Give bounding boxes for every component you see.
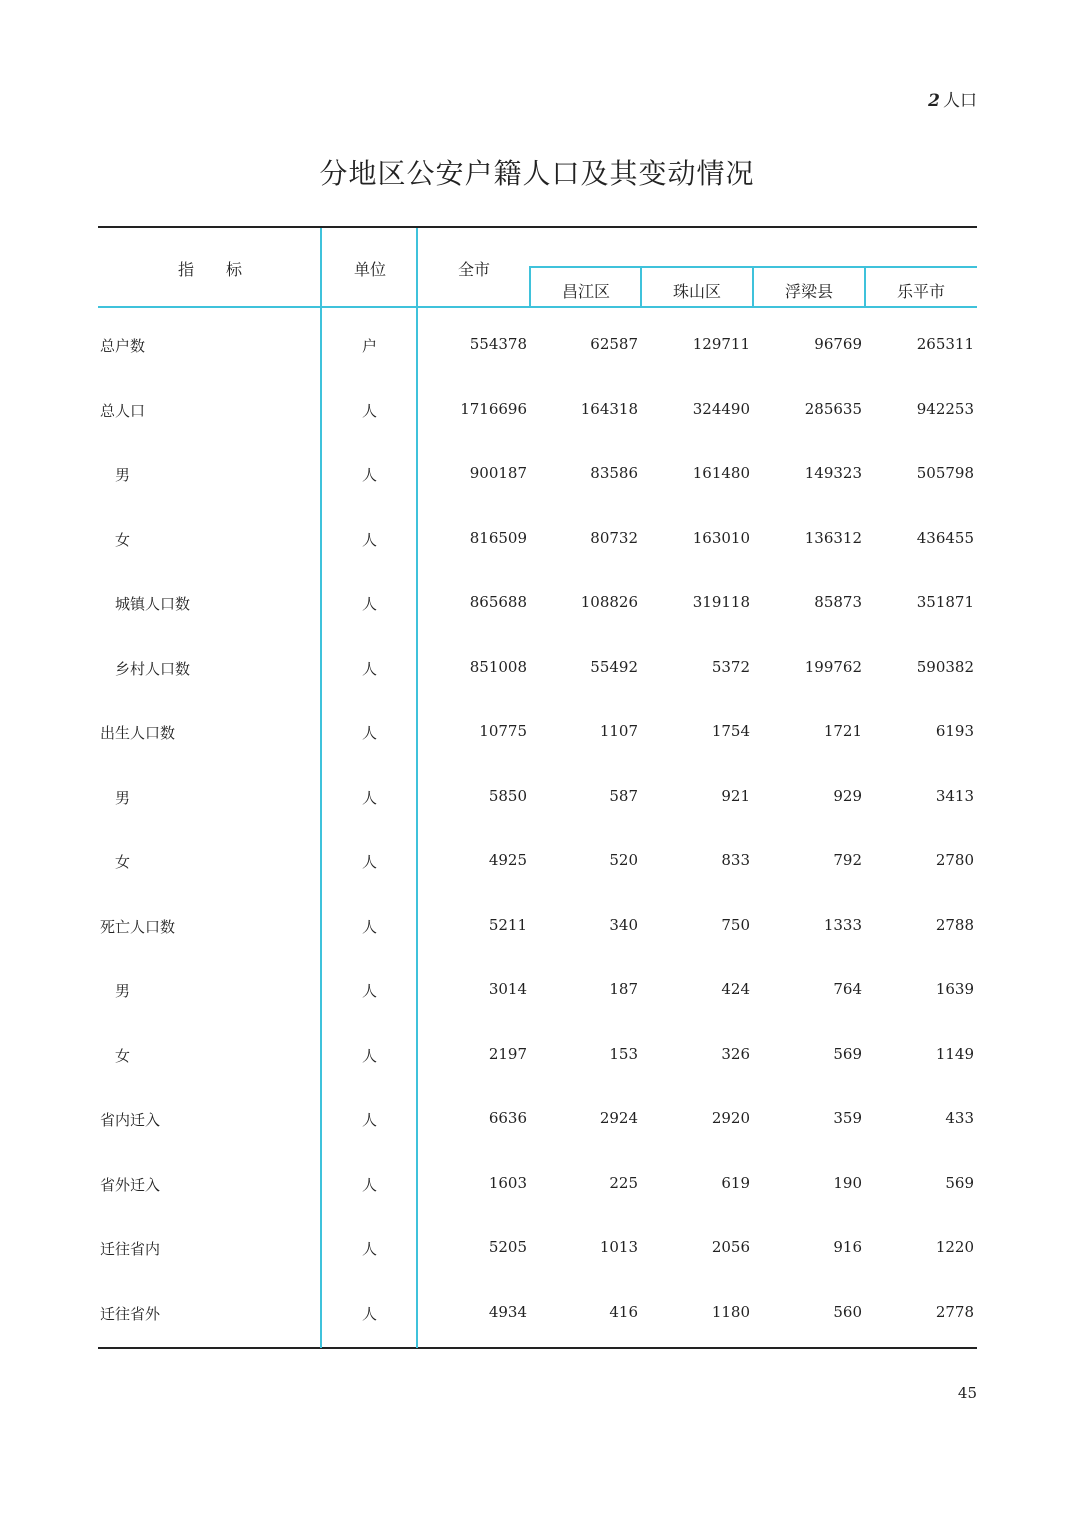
row-value: 560: [833, 1303, 862, 1321]
row-value: 2780: [935, 851, 974, 869]
row-value: 108826: [580, 593, 638, 611]
header-district-leping: 乐平市: [897, 282, 946, 301]
district-divider: [864, 266, 866, 307]
divider-indicator-unit: [320, 228, 322, 1348]
row-value: 416: [609, 1303, 638, 1321]
row-value: 520: [609, 851, 638, 869]
row-value: 587: [609, 787, 638, 805]
row-value: 1180: [711, 1303, 750, 1321]
header-indicator: 指 标: [178, 260, 243, 279]
row-value: 436455: [916, 529, 974, 547]
row-value: 225: [609, 1174, 638, 1192]
row-label: 死亡人口数: [100, 918, 176, 936]
chapter-header: [928, 86, 977, 111]
row-unit: 人: [362, 1305, 378, 1323]
row-value: 285635: [804, 400, 862, 418]
row-unit: 人: [362, 982, 378, 1000]
row-value: 129711: [692, 335, 750, 353]
row-value: 187: [609, 980, 638, 998]
district-divider: [752, 266, 754, 307]
row-value: 833: [721, 851, 750, 869]
row-value: 929: [833, 787, 862, 805]
row-label: 男: [100, 982, 131, 1000]
row-value: 865688: [469, 593, 527, 611]
row-value: 5211: [488, 916, 527, 934]
header-district-zhushan: 珠山区: [673, 282, 722, 301]
page-number: 45: [957, 1384, 977, 1402]
row-value: 319118: [692, 593, 750, 611]
row-value: 916: [833, 1238, 862, 1256]
row-unit: 人: [362, 660, 378, 678]
row-value: 83586: [590, 464, 638, 482]
district-divider: [529, 266, 531, 307]
row-value: 5850: [488, 787, 527, 805]
row-value: 1333: [823, 916, 862, 934]
header-bottom-rule: [98, 306, 977, 308]
row-value: 1721: [823, 722, 862, 740]
table-top-rule: [98, 226, 977, 228]
row-value: 505798: [916, 464, 974, 482]
row-label: 男: [100, 789, 131, 807]
row-value: 4925: [488, 851, 527, 869]
table-bottom-rule: [98, 1347, 977, 1349]
row-value: 851008: [469, 658, 527, 676]
row-value: 2778: [935, 1303, 974, 1321]
row-value: 942253: [916, 400, 974, 418]
row-value: 1149: [935, 1045, 974, 1063]
row-value: 55492: [590, 658, 638, 676]
row-value: 326: [721, 1045, 750, 1063]
row-label: 女: [100, 853, 131, 871]
row-value: 2920: [711, 1109, 750, 1127]
row-value: 590382: [916, 658, 974, 676]
row-value: 2788: [935, 916, 974, 934]
row-value: 149323: [804, 464, 862, 482]
row-value: 3413: [935, 787, 974, 805]
row-value: 96769: [814, 335, 862, 353]
row-unit: 人: [362, 595, 378, 613]
row-value: 569: [833, 1045, 862, 1063]
row-value: 153: [609, 1045, 638, 1063]
row-value: 764: [833, 980, 862, 998]
row-value: 164318: [580, 400, 638, 418]
row-unit: 人: [362, 1176, 378, 1194]
row-value: 750: [721, 916, 750, 934]
row-value: 265311: [916, 335, 974, 353]
row-label: 总人口: [100, 402, 146, 420]
row-value: 10775: [479, 722, 527, 740]
row-value: 424: [721, 980, 750, 998]
district-divider: [640, 266, 642, 307]
row-label: 乡村人口数: [100, 660, 191, 678]
row-value: 619: [721, 1174, 750, 1192]
row-value: 6636: [488, 1109, 527, 1127]
row-value: 792: [833, 851, 862, 869]
row-label: 省外迁入: [100, 1176, 161, 1194]
row-value: 569: [945, 1174, 974, 1192]
row-value: 163010: [692, 529, 750, 547]
row-value: 199762: [804, 658, 862, 676]
row-unit: 人: [362, 724, 378, 742]
header-district-fuliang: 浮梁县: [785, 282, 834, 301]
row-value: 1754: [711, 722, 750, 740]
row-value: 816509: [469, 529, 527, 547]
row-value: 5372: [711, 658, 750, 676]
row-unit: 人: [362, 531, 378, 549]
row-value: 1639: [935, 980, 974, 998]
row-value: 359: [833, 1109, 862, 1127]
row-value: 2924: [599, 1109, 638, 1127]
row-value: 2056: [711, 1238, 750, 1256]
row-label: 男: [100, 466, 131, 484]
row-label: 女: [100, 1047, 131, 1065]
row-unit: 人: [362, 853, 378, 871]
row-value: 1107: [599, 722, 638, 740]
row-unit: 人: [362, 1047, 378, 1065]
row-unit: 人: [362, 1111, 378, 1129]
row-label: 女: [100, 531, 131, 549]
chapter-name: 人口: [943, 91, 977, 111]
row-unit: 户: [362, 337, 378, 355]
row-value: 340: [609, 916, 638, 934]
row-unit: 人: [362, 402, 378, 420]
row-label: 总户数: [100, 337, 146, 355]
row-value: 62587: [590, 335, 638, 353]
row-unit: 人: [362, 466, 378, 484]
row-unit: 人: [362, 918, 378, 936]
row-value: 351871: [916, 593, 974, 611]
row-unit: 人: [362, 1240, 378, 1258]
header-unit: 单位: [354, 260, 387, 279]
header-district-changjiang: 昌江区: [562, 282, 611, 301]
row-label: 省内迁入: [100, 1111, 161, 1129]
row-value: 921: [721, 787, 750, 805]
row-label: 出生人口数: [100, 724, 176, 742]
row-value: 1716696: [460, 400, 527, 418]
row-label: 迁往省外: [100, 1305, 161, 1323]
row-value: 1220: [935, 1238, 974, 1256]
row-unit: 人: [362, 789, 378, 807]
row-value: 3014: [488, 980, 527, 998]
row-value: 4934: [488, 1303, 527, 1321]
row-value: 1603: [488, 1174, 527, 1192]
row-value: 161480: [692, 464, 750, 482]
row-value: 900187: [469, 464, 527, 482]
row-value: 1013: [599, 1238, 638, 1256]
row-value: 136312: [804, 529, 862, 547]
page-title: 分地区公安户籍人口及其变动情况: [319, 157, 755, 190]
row-value: 190: [833, 1174, 862, 1192]
row-value: 80732: [590, 529, 638, 547]
row-value: 554378: [469, 335, 527, 353]
row-value: 85873: [814, 593, 862, 611]
row-label: 迁往省内: [100, 1240, 161, 1258]
header-total: 全市: [458, 260, 491, 279]
row-value: 433: [945, 1109, 974, 1127]
row-label: 城镇人口数: [100, 595, 191, 613]
row-value: 5205: [488, 1238, 527, 1256]
row-value: 324490: [692, 400, 750, 418]
row-value: 6193: [935, 722, 974, 740]
row-value: 2197: [488, 1045, 527, 1063]
chapter-number: 2: [928, 91, 940, 111]
